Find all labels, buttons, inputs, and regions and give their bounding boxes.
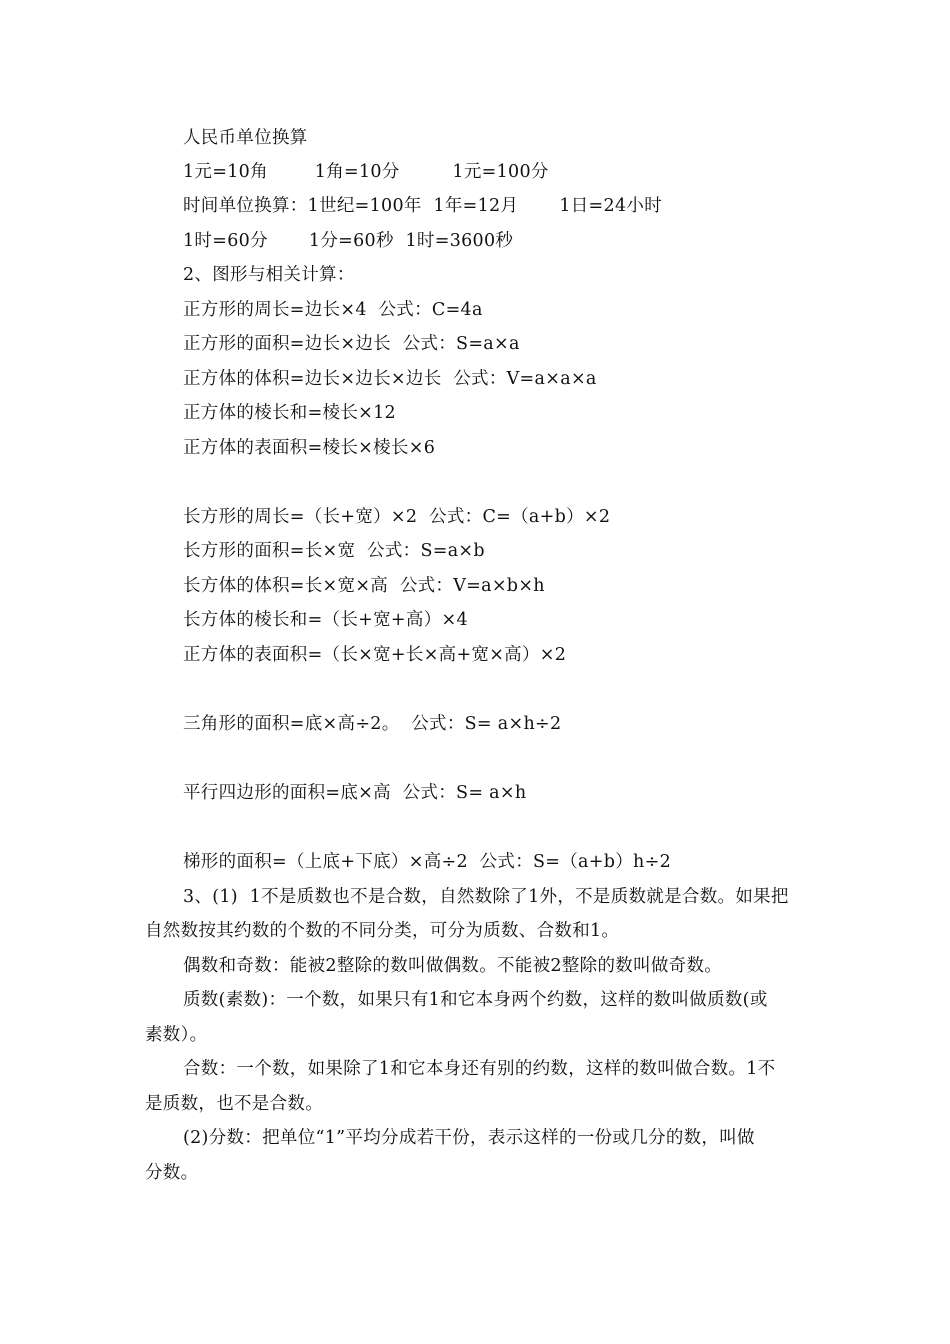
formula-line: 平行四边形的面积=底×高 公式：S= a×h (183, 783, 527, 803)
section-heading: 2、图形与相关计算： (183, 265, 355, 285)
formula-line: 长方体的棱长和=（长+宽+高）×4 (183, 610, 468, 630)
paragraph-line: 分数。 (145, 1163, 199, 1183)
text-line: 时间单位换算：1世纪=100年 1年=12月 1日=24小时 (183, 196, 662, 216)
paragraph-line: 质数(素数)：一个数，如果只有1和它本身两个约数，这样的数叫做质数(或 (183, 990, 768, 1010)
formula-line: 三角形的面积=底×高÷2。 公式：S= a×h÷2 (183, 714, 562, 734)
paragraph-line: 是质数，也不是合数。 (145, 1094, 323, 1114)
formula-line: 正方体的棱长和=棱长×12 (183, 403, 396, 423)
text-line: 人民币单位换算 (183, 128, 308, 148)
formula-line: 长方体的体积=长×宽×高 公式：V=a×b×h (183, 576, 545, 596)
formula-line: 正方体的表面积=（长×宽+长×高+宽×高）×2 (183, 645, 567, 665)
paragraph-line: 自然数按其约数的个数的不同分类，可分为质数、合数和1。 (145, 921, 620, 941)
paragraph-line: (2)分数：把单位“1”平均分成若干份，表示这样的一份或几分的数，叫做 (183, 1128, 755, 1148)
formula-line: 正方形的面积=边长×边长 公式：S=a×a (183, 334, 520, 354)
formula-line: 正方体的表面积=棱长×棱长×6 (183, 438, 436, 458)
paragraph-line: 3、(1) 1不是质数也不是合数，自然数除了1外，不是质数就是合数。如果把 (183, 887, 789, 907)
paragraph-line: 合数：一个数，如果除了1和它本身还有别的约数，这样的数叫做合数。1不 (183, 1059, 776, 1079)
formula-line: 长方形的周长=（长+宽）×2 公式：C=（a+b）×2 (183, 507, 611, 527)
paragraph-line: 素数）。 (145, 1025, 208, 1045)
text-line: 1元=10角 1角=10分 1元=100分 (183, 162, 549, 182)
formula-line: 正方形的周长=边长×4 公式：C=4a (183, 300, 483, 320)
formula-line: 正方体的体积=边长×边长×边长 公式：V=a×a×a (183, 369, 597, 389)
formula-line: 梯形的面积=（上底+下底）×高÷2 公式：S=（a+b）h÷2 (183, 852, 672, 872)
text-line: 1时=60分 1分=60秒 1时=3600秒 (183, 231, 514, 251)
paragraph-line: 偶数和奇数：能被2整除的数叫做偶数。不能被2整除的数叫做奇数。 (183, 956, 723, 976)
formula-line: 长方形的面积=长×宽 公式：S=a×b (183, 541, 485, 561)
